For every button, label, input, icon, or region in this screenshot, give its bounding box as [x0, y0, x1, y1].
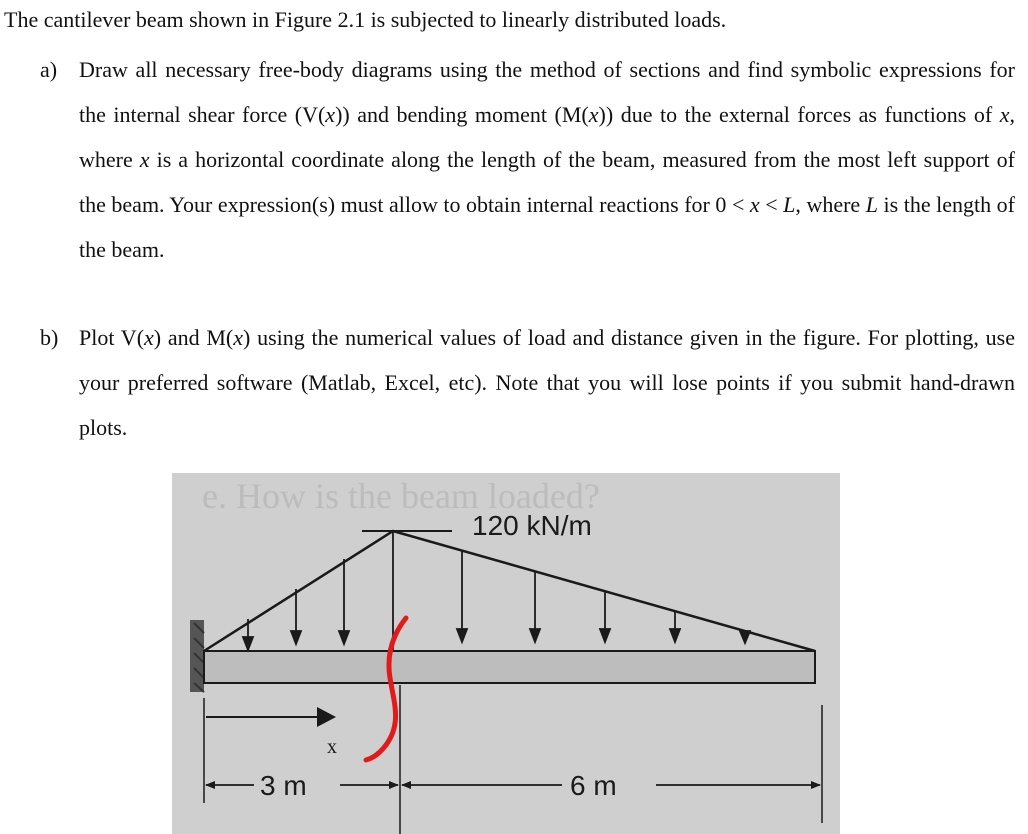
dim-3m-label: 3 m — [260, 770, 307, 801]
bleed-through-text: e. How is the beam loaded? — [202, 476, 600, 516]
peak-load-label: 120 kN/m — [472, 510, 592, 541]
part-a-text: Draw all necessary free-body diagrams using the method of sections and find symbolic expressions for the internal shear force (V(x)) and bending moment (M(x)) due to the external forces as functions of x, where x is a horizontal coordinate along the length of the beam, measured from the most left support of the beam. Your expression(s) must allow to obtain internal reactions for 0 < x < L, where L is the length of the beam. — [79, 57, 1016, 262]
part-b-label: b) — [40, 325, 59, 350]
beam-diagram — [172, 473, 840, 834]
x-axis-label: x — [327, 736, 337, 758]
dim-6m-label: 6 m — [570, 770, 617, 801]
beam — [204, 651, 815, 683]
load-arrows — [243, 531, 750, 651]
problem-intro: The cantilever beam shown in Figure 2.1 is subjected to linearly distributed loads. — [4, 7, 727, 32]
fixed-support — [190, 620, 204, 692]
part-a — [40, 47, 1015, 272]
part-a-label: a) — [40, 57, 58, 82]
beam-figure — [172, 473, 840, 834]
part-b — [40, 315, 1015, 450]
part-b-text: Plot V(x) and M(x) using the numerical values of load and distance given in the figure. For plotting, use your preferred software (Matlab, Excel, etc). Note that you will lose points if you submit hand-drawn plots. — [79, 325, 1015, 440]
x-axis-arrowhead — [317, 707, 336, 727]
